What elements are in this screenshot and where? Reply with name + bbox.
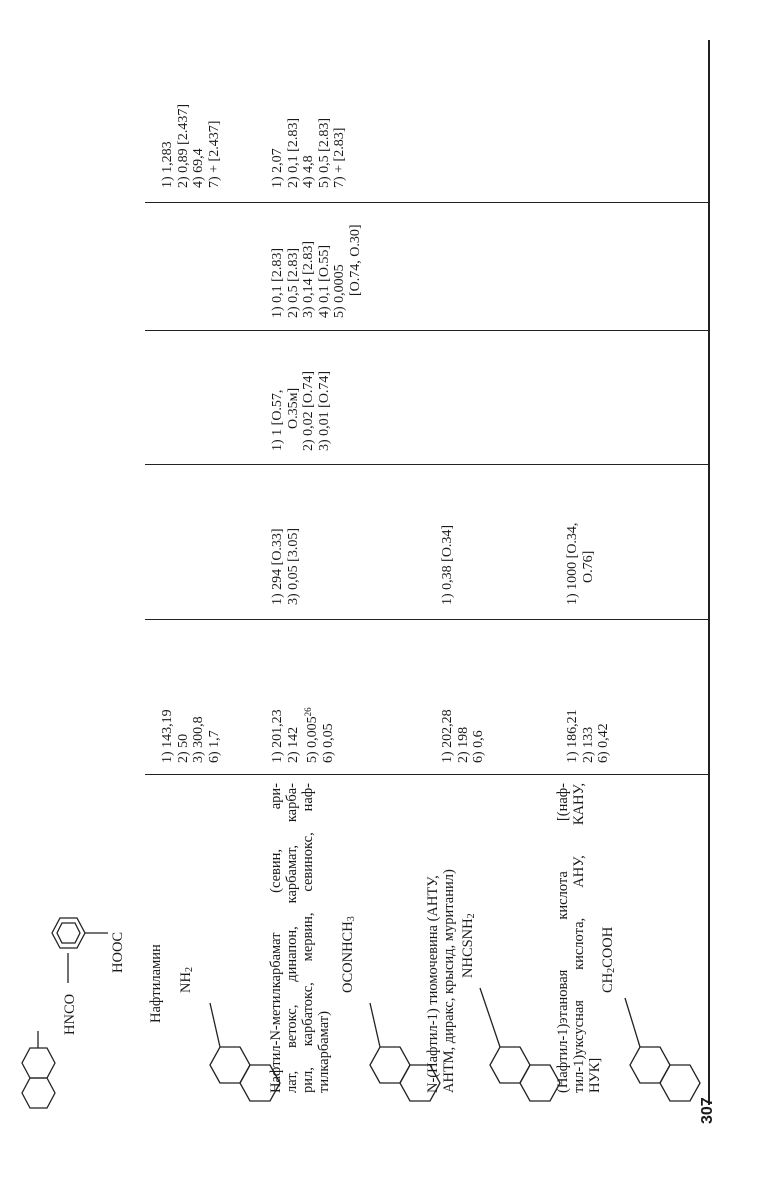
row2-col4: 1) 1 [O.57, O.35м] 2) 0,02 [O.74] 3) 0,01 [O.74] (270, 370, 332, 451)
column-divider-2 (145, 619, 708, 620)
column-divider-3 (145, 464, 708, 465)
row2-name: Нафтил-N-метилкарбамат (севин, ари- лат, ветокс, динапон, карбамат, карба- рил, карбатокс, мервин, севинокс, наф- тилкарбамат) (268, 783, 332, 1093)
column-divider-1 (145, 774, 708, 775)
row1-name: Нафтиламин (148, 944, 164, 1023)
column-divider-4 (145, 330, 708, 331)
row1-formula: $NH_2$ (178, 967, 195, 993)
row1-col2: 1) 143,19 2) 50 3) 300,8 6) 1,7 (160, 709, 222, 763)
row2-formula: $OCONHCH_3$ (340, 916, 357, 993)
row4-name: (Нафтил-1)этановая кислота [(наф- тил-1)уксусная кислота, АНУ, КАНУ, НУК] (555, 783, 603, 1093)
row2-col5: 1) 0,1 [2.83] 2) 0,5 [2.83] 3) 0,14 [2.83] 4) 0,1 [O.55] 5) 0,0005 [O.74, O.30] (270, 224, 363, 318)
row1-top-formula-2: HOOC (110, 931, 126, 973)
row1-col6: 1) 1,283 2) 0,89 [2.437] 4) 69,4 7) + [2.437] (160, 104, 222, 188)
row3-formula: $NHCSNH_2$ (460, 913, 477, 978)
row4-naphthyl-icon (630, 983, 710, 1103)
row2-col2: 1) 201,23 2) 142 5) 0,005$^{26}$ 6) 0,05 (270, 707, 336, 763)
row1-structure-drawing (0, 843, 200, 1143)
table-bottom-rule (708, 40, 710, 1105)
row1-top-formula: HNCO (62, 993, 78, 1035)
row3-col2: 1) 202,28 2) 198 6) 0,6 (440, 709, 486, 763)
row2-col3: 1) 294 [O.33] 3) 0,05 [3.05] (270, 528, 301, 605)
row2-col6: 1) 2,07 2) 0,1 [2.83] 4) 4,8 5) 0,5 [2.83] 7) + [2.83] (270, 118, 347, 188)
page-number: 307 (699, 1097, 716, 1124)
row3-name: N-(Нафтил-1) тиомочевина (АНТУ, АНТМ, диракс, крысид, муританил) (425, 869, 457, 1093)
row4-col2: 1) 186,21 2) 133 6) 0,42 (565, 709, 611, 763)
row3-col3: 1) 0,38 [O.34] (440, 524, 455, 605)
row4-col3: 1) 1000 [O.34, O.76] (565, 522, 596, 605)
column-divider-5 (145, 202, 708, 203)
row4-formula: $CH_2COOH$ (600, 926, 617, 993)
